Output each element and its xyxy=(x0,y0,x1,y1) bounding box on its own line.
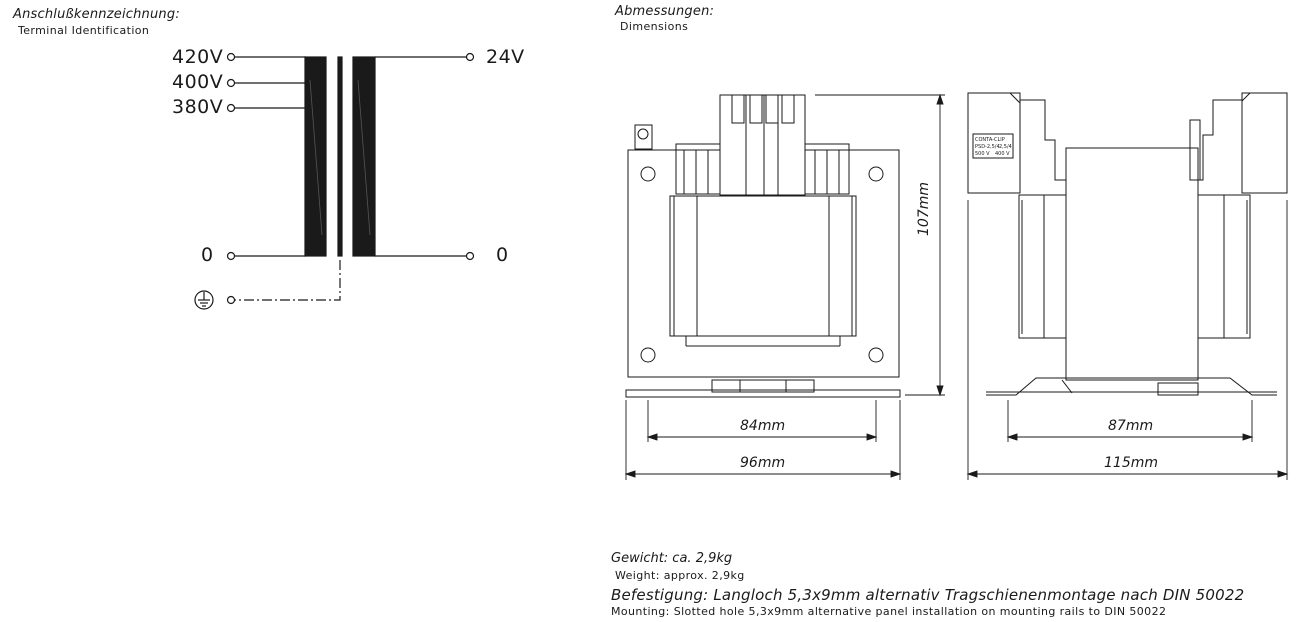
dimensions-title-en: Dimensions xyxy=(620,20,689,33)
tap-380v-label: 380V xyxy=(172,96,224,118)
secondary-zero-label: 0 xyxy=(496,244,509,266)
terminal-24v xyxy=(467,54,474,61)
terminal-380v xyxy=(228,105,235,112)
terminal-secondary-zero xyxy=(467,253,474,260)
side-inner-width-label: 87mm xyxy=(1108,418,1154,434)
primary-zero-label: 0 xyxy=(201,244,214,266)
side-view xyxy=(968,93,1287,395)
label-line-1: CONTA-CLIP xyxy=(975,137,1005,143)
mounting-de: Befestigung: Langloch 5,3x9mm alternativ Tragschienenmontage nach DIN 50022 xyxy=(611,586,1245,604)
dimensions-title-de: Abmessungen: xyxy=(615,4,715,19)
label-line-2: PSD-2,5/4 xyxy=(975,144,1000,150)
front-inner-width-label: 84mm xyxy=(740,418,786,434)
weight-de: Gewicht: ca. 2,9kg xyxy=(611,551,733,566)
terminal-420v xyxy=(228,54,235,61)
primary-terminals xyxy=(228,54,307,260)
label-line-4: 500 V xyxy=(975,151,990,157)
tap-420v-label: 420V xyxy=(172,46,224,68)
terminal-title-en: Terminal Identification xyxy=(18,24,150,37)
terminal-primary-zero xyxy=(228,253,235,260)
secondary-24v-label: 24V xyxy=(486,46,525,68)
weight-en: Weight: approx. 2,9kg xyxy=(615,569,745,582)
protective-earth-icon xyxy=(195,291,213,309)
side-total-width-label: 115mm xyxy=(1104,455,1158,471)
label-line-3: 2,5/4 xyxy=(999,144,1012,150)
secondary-terminals xyxy=(375,54,474,260)
label-line-5: 400 V xyxy=(995,151,1010,157)
tap-400v-label: 400V xyxy=(172,71,224,93)
side-dimensions xyxy=(968,200,1287,480)
front-total-width-label: 96mm xyxy=(740,455,786,471)
earth-connection xyxy=(228,260,341,304)
height-dimension-label: 107mm xyxy=(916,182,932,236)
mounting-en: Mounting: Slotted hole 5,3x9mm alternative panel installation on mounting rails to DIN 50022 xyxy=(611,605,1167,618)
front-view xyxy=(626,95,900,397)
transformer-schematic xyxy=(195,54,474,310)
core-bar xyxy=(338,57,342,256)
terminal-400v xyxy=(228,80,235,87)
terminal-title-de: Anschlußkennzeichnung: xyxy=(13,7,180,22)
primary-winding xyxy=(305,57,326,256)
